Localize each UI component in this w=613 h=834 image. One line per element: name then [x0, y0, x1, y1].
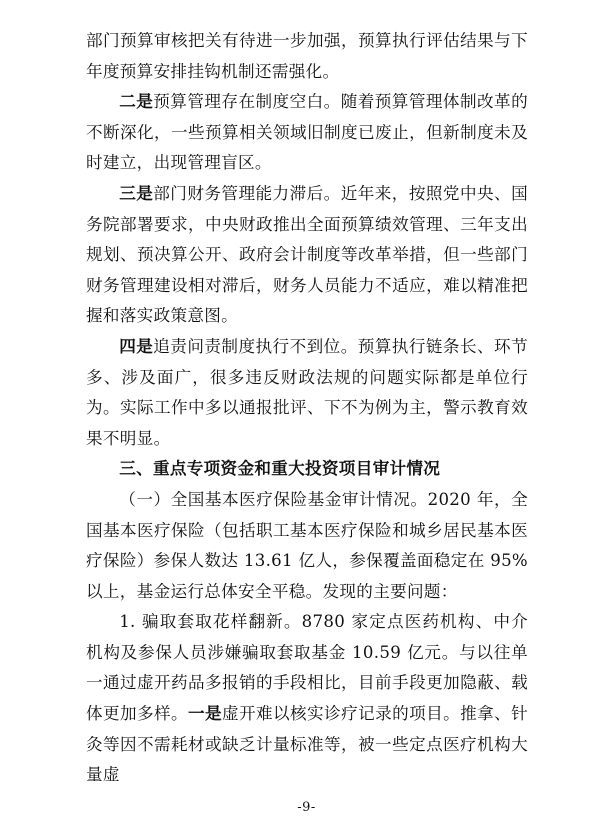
- subsection-paragraph: [86, 485, 528, 607]
- item-one-paragraph: [86, 607, 528, 791]
- paragraph-text: 部门财务管理能力滞后。近年来，按照党中央、国务院部署要求，中央财政推出全面预算绩效管理、三年支出规划、预决算公开、政府会计制度等改革举措，但一些部门财务管理建设相对滞后，财务人员能力不适应，难以精准把握和落实政策意图。: [86, 183, 528, 326]
- paragraph-point-three: [86, 179, 528, 332]
- paragraph-text: 1. 骗取套取花样翻新。8780 家定点医药机构、中介机构及参保人员涉嫌骗取套取基金 10.59 亿元。与以往单一通过虚开药品多报销的手段相比，目前手段更加隐蔽、载体更加多样。: [86, 612, 528, 724]
- paragraph-text: （一）全国基本医疗保险基金审计情况。2020 年，全国基本医疗保险（包括职工基本医疗保险和城乡居民基本医疗保险）参保人数达 13.61 亿人，参保覆盖面稳定在 95%以上，基金运行总体安全平稳。发现的主要问题：: [86, 489, 528, 601]
- paragraph-lead: 三是: [119, 183, 154, 203]
- page-number: -9-: [297, 800, 316, 815]
- paragraph-point-two: [86, 87, 528, 179]
- paragraph-text: 部门预算审核把关有待进一步加强，预算执行评估结果与下年度预算安排挂钩机制还需强化。: [86, 31, 528, 81]
- paragraph-lead: 二是: [119, 92, 154, 112]
- paragraph-text: 虚开难以核实诊疗记录的项目。推拿、针灸等因不需耗材或缺乏计量标准等，被一些定点医疗机构大量虚: [86, 704, 528, 785]
- paragraph-lead: 四是: [119, 336, 154, 356]
- paragraph-text: 追责问责制度执行不到位。预算执行链条长、环节多、涉及面广，很多违反财政法规的问题实际都是单位行为。实际工作中多以通报批评、下不为例为主，警示教育效果不明显。: [86, 336, 528, 448]
- section-heading: 三、重点专项资金和重大投资项目审计情况: [119, 459, 441, 479]
- paragraph-point-four: [86, 332, 528, 454]
- paragraph-continued: [86, 26, 528, 87]
- document-body: [86, 26, 528, 791]
- paragraph-lead: 一是: [188, 704, 223, 724]
- paragraph-text: 预算管理存在制度空白。随着预算管理体制改革的不断深化，一些预算相关领域旧制度已废止，但新制度未及时建立，出现管理盲区。: [86, 92, 528, 173]
